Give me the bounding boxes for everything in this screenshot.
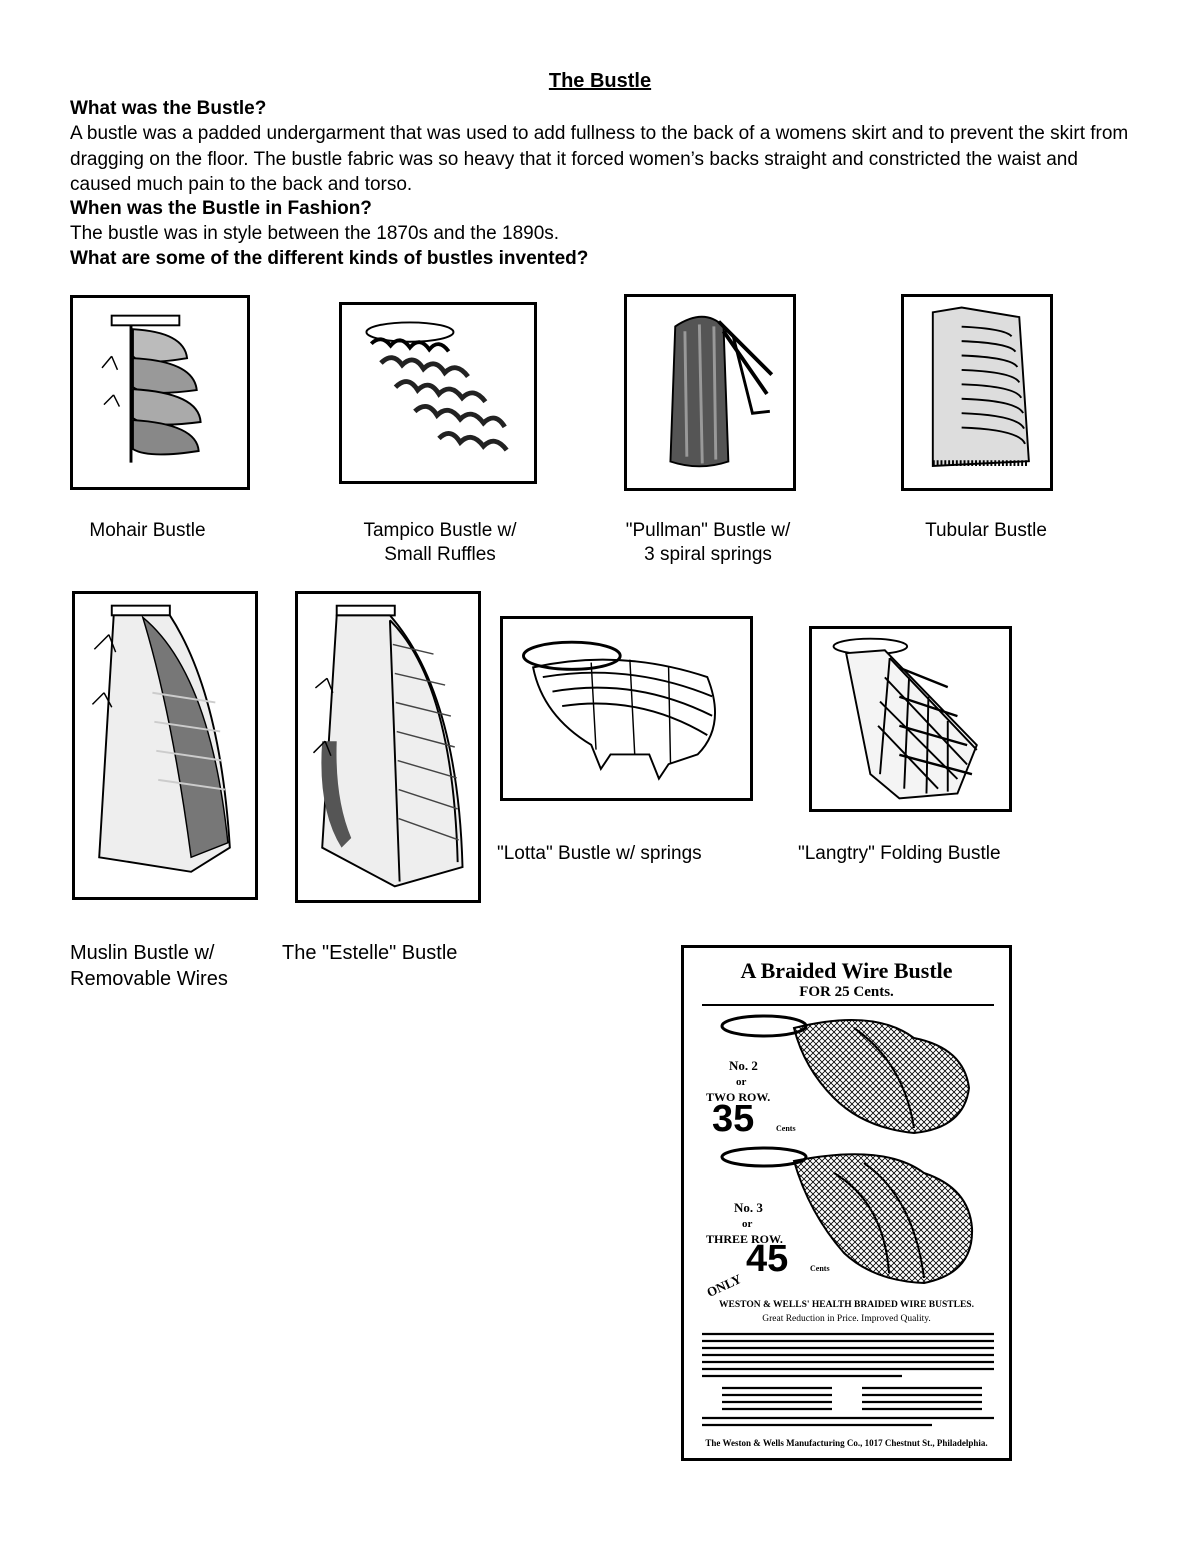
caption-lotta: "Lotta" Bustle w/ springs [497, 843, 702, 864]
caption-mohair: Mohair Bustle [89, 520, 206, 541]
caption-tubular: Tubular Bustle [925, 520, 1047, 541]
ad-only: ONLY [704, 1271, 744, 1301]
ad-brand: WESTON & WELLS' HEALTH BRAIDED WIRE BUSTLES. [719, 1300, 974, 1310]
ad-price-45: 45 [746, 1238, 789, 1280]
answer-when: The bustle was in style between the 1870s and the 1890s. [70, 223, 560, 244]
question-kinds: What are some of the different kinds of bustles invented? [70, 248, 589, 269]
caption-muslin-line2: Removable Wires [70, 968, 228, 990]
ad-cents-35: Cents [776, 1124, 796, 1133]
muslin-bustle-image [72, 591, 258, 900]
langtry-bustle-image [809, 626, 1012, 812]
tampico-bustle-image [339, 302, 537, 484]
ad-rule [702, 1004, 994, 1006]
ad-fine-print-image [702, 1330, 994, 1430]
ad-price-35: 35 [712, 1098, 755, 1140]
lotta-bustle-image [500, 616, 753, 801]
ad-or2: or [742, 1218, 753, 1230]
caption-pullman-line2: 3 spiral springs [644, 544, 772, 565]
mohair-bustle-image [70, 295, 250, 490]
question-when: When was the Bustle in Fashion? [70, 198, 372, 219]
ad-two-row: TWO ROW. [706, 1090, 771, 1104]
ad-tagline: Great Reduction in Price. Improved Quality. [762, 1314, 931, 1324]
answer-what: A bustle was a padded undergarment that was used to add fullness to the back of a womens skirt and to prevent the skirt from dragging on the floor. The bustle fabric was so heavy that it forced women’s backs straight and constricted the waist and caused much pain to the back and torso. [70, 123, 1129, 195]
braided-wire-bustle-ad [681, 945, 1012, 1461]
ad-no3: No. 3 [734, 1200, 763, 1215]
tubular-bustle-image [901, 294, 1053, 491]
ad-headline: A Braided Wire Bustle [740, 958, 953, 983]
caption-tampico-line2: Small Ruffles [384, 544, 496, 565]
caption-langtry: "Langtry" Folding Bustle [798, 843, 1001, 864]
ad-footer: The Weston & Wells Manufacturing Co., 1017 Chestnut St., Philadelphia. [705, 1438, 988, 1448]
estelle-bustle-image [295, 591, 481, 903]
ad-three-row: THREE ROW. [706, 1232, 783, 1246]
page-title: The Bustle [548, 70, 652, 92]
pullman-bustle-image [624, 294, 796, 491]
ad-cents-45: Cents [810, 1264, 830, 1273]
ad-subhead: FOR 25 Cents. [799, 984, 894, 1000]
question-what: What was the Bustle? [70, 98, 267, 119]
caption-tampico-line1: Tampico Bustle w/ [363, 520, 517, 541]
caption-muslin-line1: Muslin Bustle w/ [70, 942, 215, 964]
ad-no2: No. 2 [729, 1058, 758, 1073]
caption-pullman-line1: "Pullman" Bustle w/ [625, 520, 791, 541]
caption-estelle: The "Estelle" Bustle [282, 942, 458, 964]
ad-or1: or [736, 1076, 747, 1088]
